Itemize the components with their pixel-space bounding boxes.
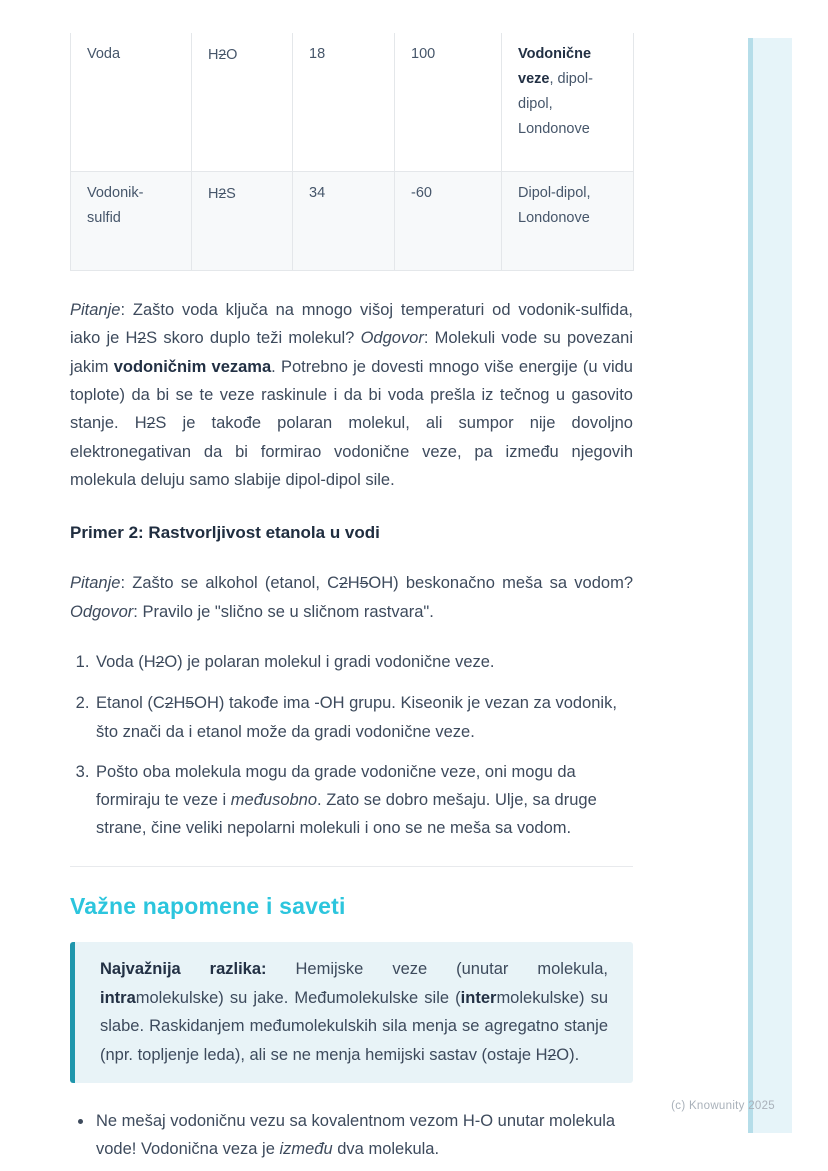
text-segment: H <box>208 47 219 63</box>
text-segment: 2 <box>137 330 147 347</box>
text-segment: : Molekuli vode su povezani jakim <box>70 329 633 376</box>
notes-heading: Važne napomene i saveti <box>70 893 346 919</box>
text-segment: 2 <box>339 575 348 592</box>
cell-forces <box>502 33 634 172</box>
page-edge-strip <box>748 38 792 1133</box>
text-segment: S skoro duplo teži molekul? <box>146 329 361 347</box>
text-segment: Vodonične veze <box>518 46 592 87</box>
text-segment: Voda (H <box>96 653 156 671</box>
text-segment: molekulske) su jake. Međumolekulske sile ( <box>135 988 461 1007</box>
text-segment: dva molekula. <box>332 1140 440 1158</box>
text-segment: : Pravilo je "slično se u sličnom rastvara". <box>133 603 434 621</box>
key-difference-callout <box>70 942 633 1083</box>
text-segment: O) je polaran molekul i gradi vodonične veze. <box>164 653 495 671</box>
bullet-item <box>94 1107 633 1163</box>
example2-question <box>70 569 633 626</box>
cell-molar-mass: 18 <box>293 33 395 172</box>
text-segment: OH) takođe ima -OH grupu. Kiseonik je vezan za vodonik, što znači da i etanol može da gradi vodonične veze. <box>96 694 617 741</box>
text-segment: Ne mešaj vodoničnu vezu sa kovalentnom vezom H-O unutar molekula vode! Vodonična veza je <box>96 1112 616 1158</box>
text-segment: Pitanje <box>70 574 121 592</box>
text-segment: Pitanje <box>70 301 121 319</box>
text-segment: OH) beskonačno meša sa vodom? <box>368 574 633 592</box>
text-segment: O). <box>556 1045 580 1064</box>
section-divider <box>70 866 633 867</box>
text-segment: 5 <box>185 695 195 712</box>
list-item <box>94 758 633 842</box>
text-segment: između <box>279 1140 333 1158</box>
page-content <box>70 0 633 1163</box>
notes-bullet-list <box>70 1107 633 1163</box>
text-segment: Odgovor <box>360 329 424 347</box>
text-segment: H <box>208 186 219 202</box>
list-item <box>94 689 633 746</box>
text-segment: 2 <box>164 695 174 712</box>
cell-formula <box>192 172 293 271</box>
cell-substance: Vodonik-sulfid <box>71 172 192 271</box>
table-row-voda <box>71 33 634 172</box>
text-segment: 2 <box>547 1046 557 1064</box>
cell-forces <box>502 172 634 271</box>
text-segment: vodoničnim vezama <box>113 358 272 376</box>
text-segment: inter <box>460 988 497 1007</box>
text-segment: , dipol-dipol, Londonove <box>518 71 593 137</box>
text-segment: Etanol (C <box>96 694 165 712</box>
text-segment: H <box>347 574 360 592</box>
cell-molar-mass: 34 <box>293 172 395 271</box>
text-segment: Dipol-dipol, Londonove <box>518 185 591 226</box>
cell-boiling-point: -60 <box>395 172 502 271</box>
text-segment: Hemijske veze (unutar molekula, <box>266 960 609 978</box>
text-segment: intra <box>100 988 136 1007</box>
text-segment: 2 <box>155 654 165 671</box>
table-row-vodonik-sulfid <box>71 172 634 271</box>
paragraph-water-vs-h2s <box>70 296 633 494</box>
list-item <box>94 648 633 677</box>
text-segment: Najvažnija razlika: <box>100 960 267 978</box>
text-segment: . Potrebno je dovesti mnogo više energije (u vidu toplote) da bi se te veze raskinule i da bi voda prešla iz tečnog u gasovito stanje. H <box>70 358 633 432</box>
callout-text <box>100 955 608 1070</box>
text-segment: molekulske) su slabe. Raskidanjem međumolekulskih sila menja se agregatno stanje (npr. topljenje leda), ali se ne menja hemijski sastav (ostaje H <box>100 988 608 1064</box>
text-segment: međusobno <box>230 791 318 809</box>
text-segment: S <box>226 186 236 202</box>
example2-heading: Primer 2: Rastvorljivost etanola u vodi <box>70 523 380 542</box>
text-segment: 2 <box>146 415 156 432</box>
text-segment: : Zašto se alkohol (etanol, C <box>120 574 340 592</box>
cell-formula <box>192 33 293 172</box>
text-segment: O <box>226 47 238 63</box>
text-segment: : Zašto voda ključa na mnogo višoj temperaturi od vodonik-sulfida, iako je H <box>70 301 633 347</box>
text-segment: 2 <box>218 186 227 201</box>
text-segment: Pošto oba molekula mogu da grade vodonične veze, oni mogu da formiraju te veze i <box>96 763 576 809</box>
copyright-footer: (c) Knowunity 2025 <box>671 1100 775 1112</box>
text-segment: 2 <box>218 47 227 62</box>
text-segment: S je takođe polaran molekul, ali sumpor nije dovoljno elektronegativan da bi formirao vodonične veze, pa između njegovih molekula deluju samo slabije dipol-dipol sile. <box>70 414 633 489</box>
cell-boiling-point: 100 <box>395 33 502 172</box>
text-segment: H <box>173 694 186 712</box>
text-segment: Odgovor <box>70 603 134 621</box>
example2-numbered-list <box>70 648 633 842</box>
text-segment: 5 <box>359 575 369 592</box>
text-segment: . Zato se dobro mešaju. Ulje, sa druge strane, čine veliki nepolarni molekuli i ono se ne meša sa vodom. <box>96 791 597 837</box>
cell-substance: Voda <box>71 33 192 172</box>
forces-table <box>70 33 634 271</box>
